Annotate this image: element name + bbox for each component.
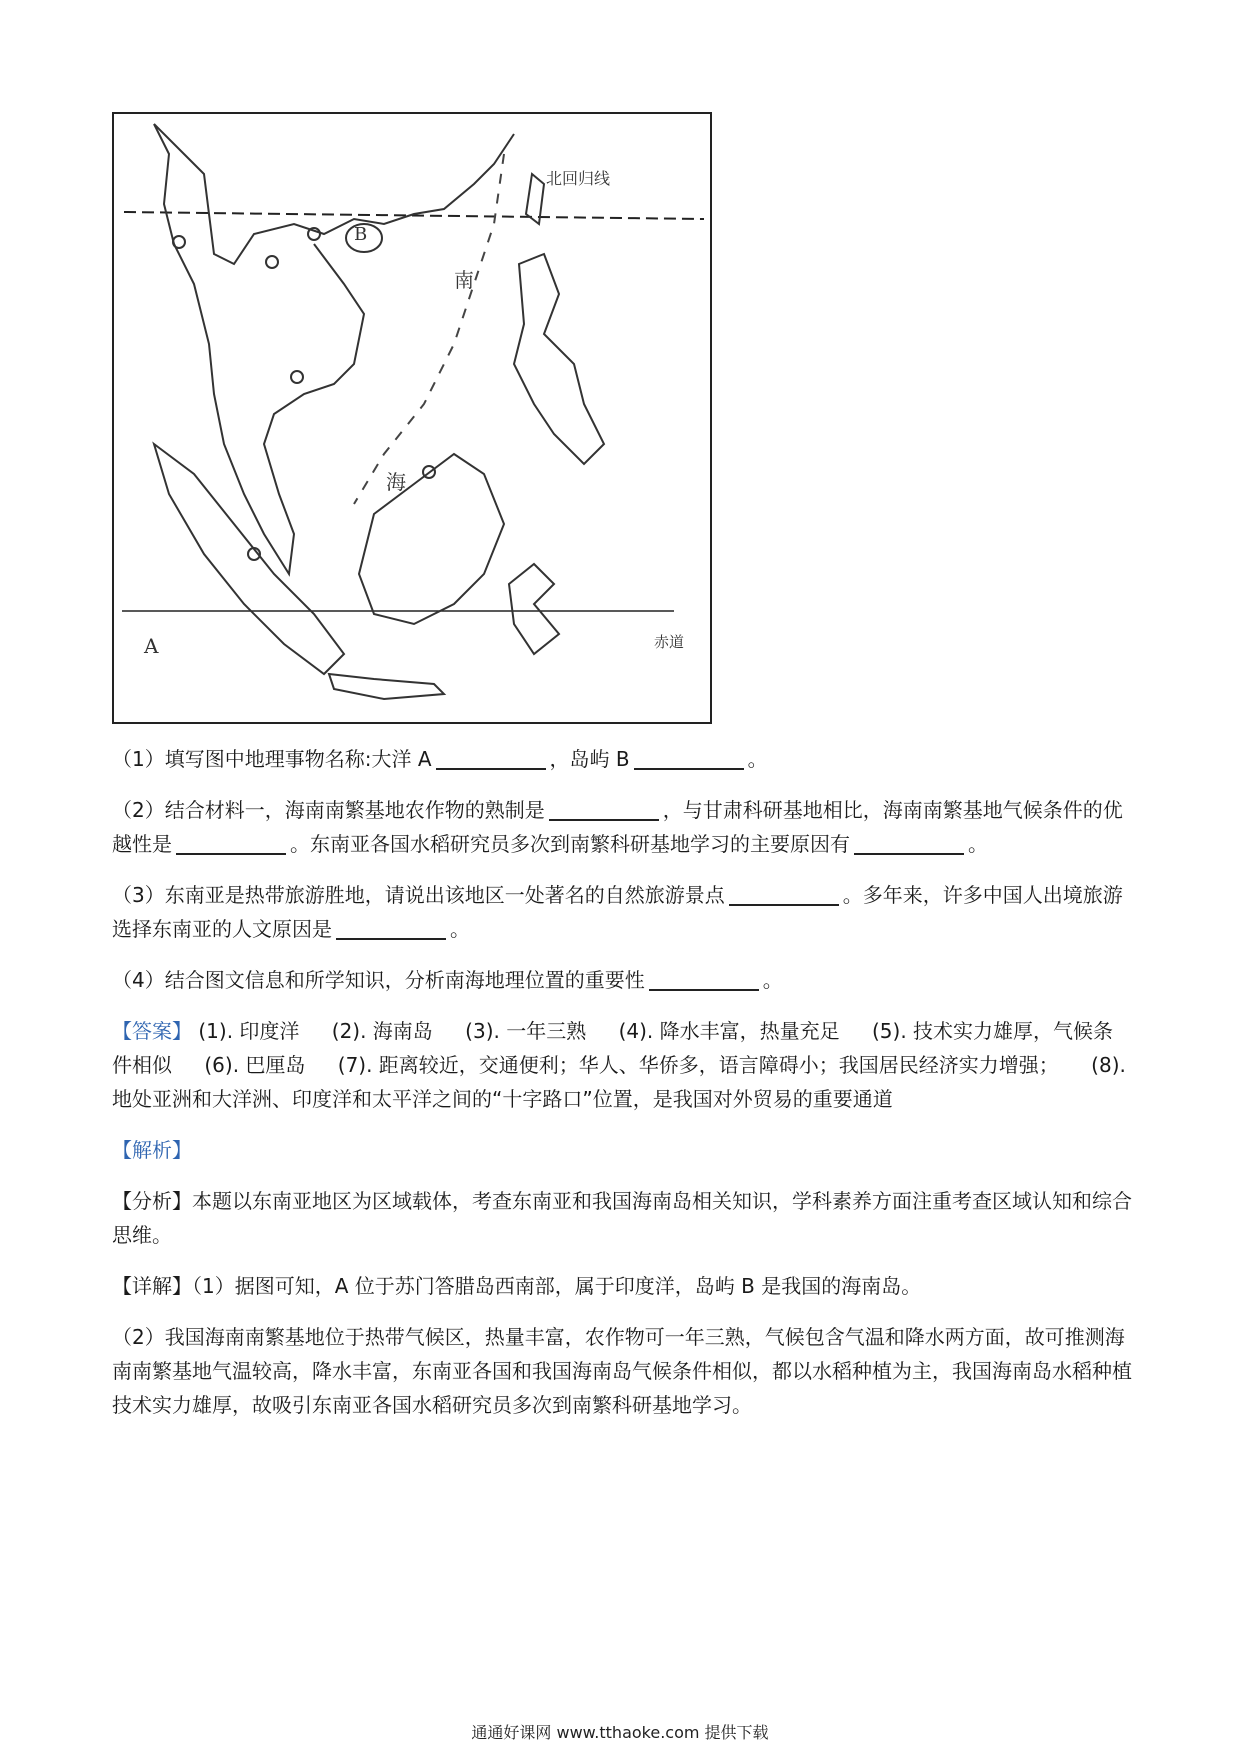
sea-label-2: 海 <box>386 470 406 494</box>
mainland-coast-north <box>154 124 514 264</box>
answer-item: (3). 一年三熟 <box>465 1019 587 1043</box>
blank-field <box>649 969 759 991</box>
fenxi-text: 本题以东南亚地区为区域载体，考查东南亚和我国海南岛相关知识，学科素养方面注重考查区域认知和综合思维。 <box>112 1189 1132 1247</box>
sea-label-1: 南 <box>454 268 474 292</box>
page-footer: 通通好课网 www.tthaoke.com 提供下载 <box>471 1723 769 1742</box>
xiangjie-tag: 【详解】 <box>112 1274 192 1298</box>
sumatra <box>154 444 344 674</box>
analysis-xiangjie-1 <box>112 1269 1132 1303</box>
sulawesi <box>509 564 559 654</box>
ocean-a-label: A <box>144 634 159 658</box>
xiangjie-text-1: （1）据图可知，A 位于苏门答腊岛西南部，属于印度洋，岛屿 B 是我国的海南岛。 <box>192 1274 922 1298</box>
island-b-label: B <box>354 224 368 245</box>
answer-item: (5). 技术实力雄厚，气候条件相似 <box>112 1019 1114 1077</box>
analysis-tag: 【解析】 <box>112 1138 192 1162</box>
tropic-label: 北回归线 <box>546 169 611 188</box>
question-1: （1）填写图中地理事物名称:大洋 A ，岛屿 B 。 <box>112 747 768 771</box>
xiangjie-text-2: （2）我国海南南繁基地位于热带气候区，热量丰富，农作物可一年三熟，气候包含气温和降水两方面，故可推测海南南繁基地气温较高，降水丰富，东南亚各国和我国海南岛气候条件相似，都以水稻种植为主，我国海南岛水稻种植技术实力雄厚，故吸引东南亚各国水稻研究员多次到南繁科研基地学习。 <box>112 1325 1132 1417</box>
java <box>329 674 444 699</box>
answer-item: (4). 降水丰富，热量充足 <box>618 1019 840 1043</box>
blank-field <box>634 748 744 770</box>
mainland-coast-west <box>154 124 364 574</box>
question-4: （4）结合图文信息和所学知识，分析南海地理位置的重要性 。 <box>112 968 783 992</box>
southeast-asia-map <box>114 114 710 722</box>
fenxi-tag: 【分析】 <box>112 1189 192 1213</box>
blank-field <box>336 918 446 940</box>
blank-field <box>729 884 839 906</box>
borneo <box>359 454 504 624</box>
equator-label: 赤道 <box>654 633 685 651</box>
question-2: （2）结合材料一，海南南繁基地农作物的熟制是 ，与甘肃科研基地相比，海南南繁基地气候条件的优越性是 。东南亚各国水稻研究员多次到南繁科研基地学习的主要原因有 。 <box>112 798 1123 856</box>
analysis-xiangjie-2 <box>112 1320 1132 1422</box>
answer-item: (7). 距离较近，交通便利；华人、华侨多，语言障碍小；我国居民经济实力增强； <box>337 1053 1059 1077</box>
blank-field <box>854 833 964 855</box>
city-marker <box>173 236 185 248</box>
blank-field <box>549 799 659 821</box>
map-figure <box>112 112 712 724</box>
city-marker <box>291 371 303 383</box>
maritime-boundary <box>354 154 504 504</box>
philippines <box>514 254 604 464</box>
analysis-fenxi <box>112 1184 1132 1252</box>
answer-tag: 【答案】 <box>112 1019 192 1043</box>
blank-field <box>176 833 286 855</box>
question-3: （3）东南亚是热带旅游胜地，请说出该地区一处著名的自然旅游景点 。多年来，许多中国人出境旅游选择东南亚的人文原因是 。 <box>112 883 1123 941</box>
answer-block <box>112 1014 1132 1116</box>
analysis-heading <box>112 1133 1132 1167</box>
content-area <box>112 742 1132 1439</box>
answer-item: (8). 地处亚洲和大洋洲、印度洋和太平洋之间的“十字路口”位置，是我国对外贸易的重要通道 <box>112 1053 1126 1111</box>
answer-item: (2). 海南岛 <box>331 1019 433 1043</box>
city-marker <box>266 256 278 268</box>
answer-item: (1). 印度洋 <box>198 1019 300 1043</box>
blank-field <box>436 748 546 770</box>
answer-item: (6). 巴厘岛 <box>204 1053 306 1077</box>
